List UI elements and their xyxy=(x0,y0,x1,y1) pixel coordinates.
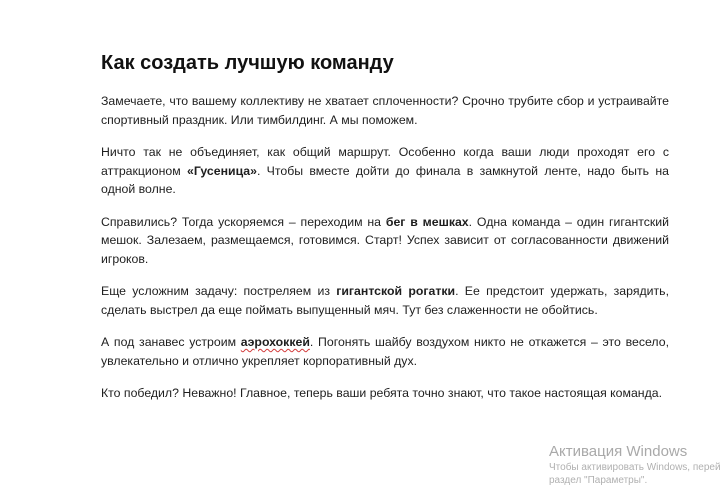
paragraph-text: Кто победил? Неважно! Главное, теперь ваши ребята точно знают, что такое настоящая команда. xyxy=(101,386,663,400)
paragraph xyxy=(101,143,669,199)
paragraph-text: Справились? Тогда ускоряемся – переходим на xyxy=(101,214,386,229)
bold-term-slingshot: гигантской рогатки xyxy=(336,284,456,298)
watermark-title: Активация Windows xyxy=(549,443,688,460)
paragraph xyxy=(101,333,669,370)
paragraph-text: Замечаете, что вашему коллективу не хватает сплоченности? Срочно трубите сбор и устраивайте спортивный праздник. Или тимбилдинг. А мы поможем. xyxy=(101,94,669,127)
paragraph-text: . Ее предстоит удержать, зарядить, сделать выстрел да еще поймать выпущенный мяч. Тут без слаженности не обойтись. xyxy=(101,284,670,317)
paragraph-text: . Одна команда – один гигантский мешок. Залезаем, размещаемся, готовимся. Старт! Успех зависит от согласованности движений игроков. xyxy=(101,214,670,266)
paragraph-text: А под занавес устроим xyxy=(101,335,241,349)
watermark-line: раздел "Параметры". xyxy=(549,475,648,486)
paragraph-text: Ничто так не объединяет, как общий маршрут. Особенно когда ваши люди проходят его с аттракционом xyxy=(101,145,669,178)
bold-term-gusenitsa: «Гусеница» xyxy=(187,163,257,178)
document-title: Как создать лучшую команду xyxy=(101,52,394,74)
watermark-line: Чтобы активировать Windows, перей xyxy=(549,462,721,473)
paragraph-text: . Чтобы вместе дойти до финала в замкнутой ленте, надо быть на одной волне. xyxy=(101,163,669,196)
windows-activation-watermark xyxy=(549,442,720,487)
paragraph-text: Еще усложним задачу: постреляем из xyxy=(101,284,337,298)
paragraph xyxy=(101,282,669,319)
paragraph xyxy=(101,213,669,269)
paragraph xyxy=(101,384,669,403)
paragraph xyxy=(101,92,669,129)
bold-term-air-hockey-misspelled[interactable]: аэрохоккей xyxy=(240,335,310,349)
bold-term-sack-race: бег в мешках xyxy=(385,214,469,229)
document-body xyxy=(101,50,669,417)
paragraph-text: . Погонять шайбу воздухом никто не откажется – это весело, увлекательно и отлично укрепляет корпоративный дух. xyxy=(101,335,669,368)
